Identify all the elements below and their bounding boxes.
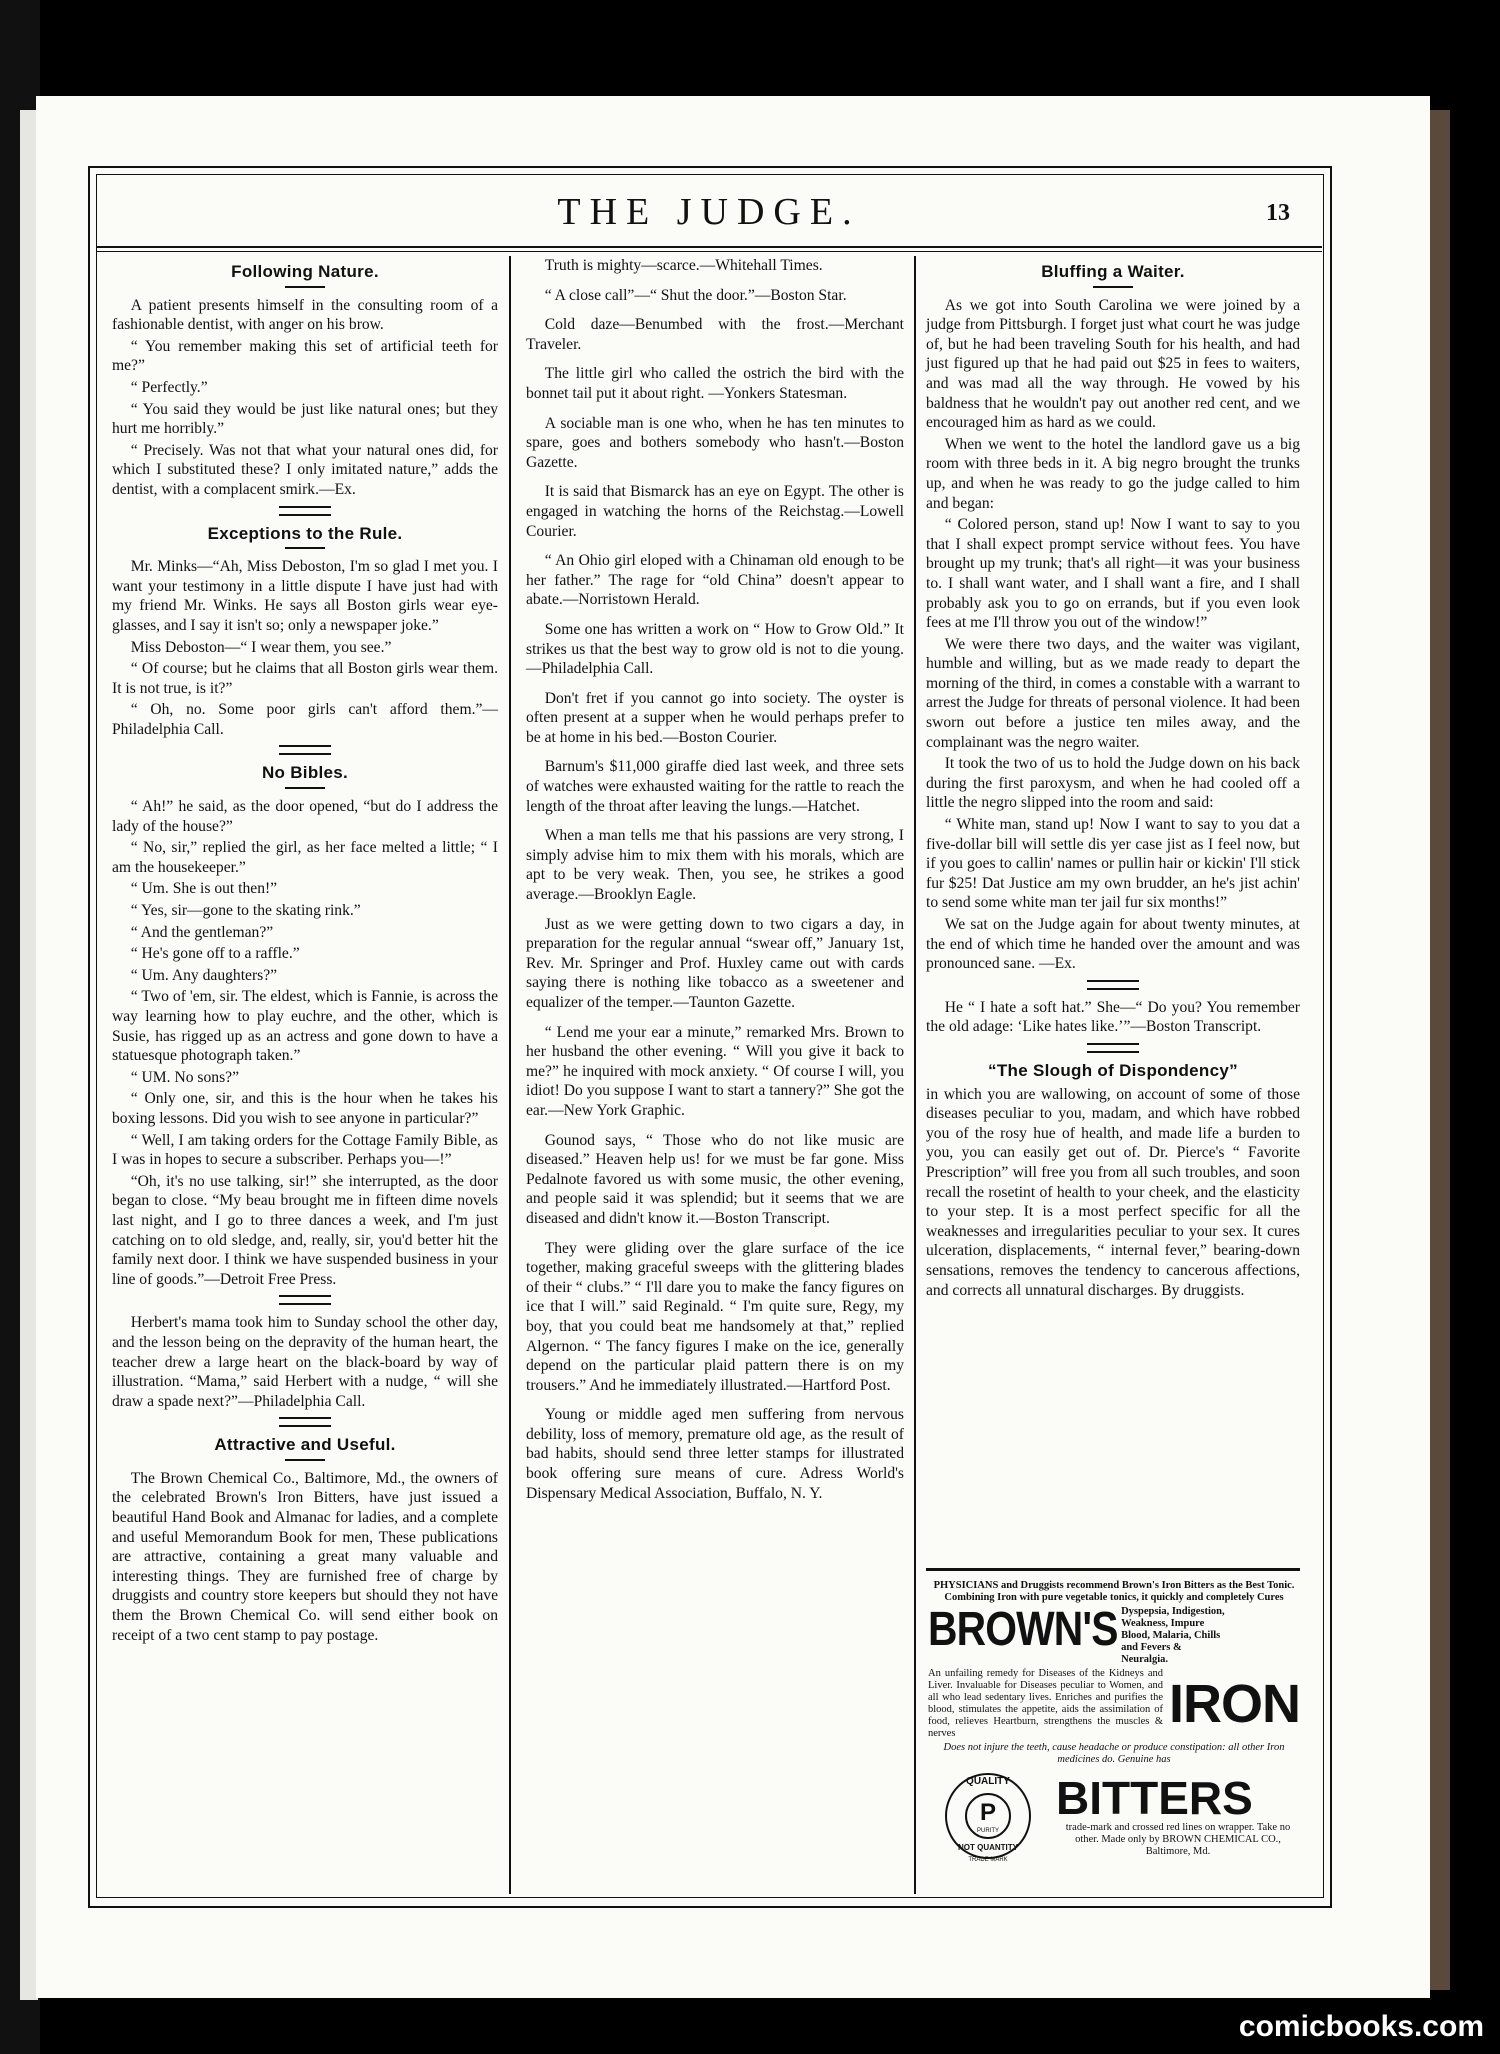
page-number: 13 xyxy=(1266,200,1290,226)
book-edge xyxy=(1430,110,1450,1990)
paragraph: He “ I hate a soft hat.” She—“ Do you? You remember the old adage: ‘Like hates like.’”—Boston Transcript. xyxy=(926,998,1300,1036)
paragraph: As we got into South Carolina we were joined by a judge from Pittsburgh. I forget just what court he was judge of, but he had been traveling South for his health, and had just figured up that he had paid out $25 in fees to waiters, and was mad all the way through. He vowed by his baldness that he wouldn't pay out another red cent, and we encouraged him as hard as we could. xyxy=(926,296,1300,432)
double-rule xyxy=(279,1417,331,1427)
short-rule xyxy=(285,547,325,549)
double-rule xyxy=(279,745,331,755)
double-rule xyxy=(279,1295,331,1305)
masthead-title: THE JUDGE. xyxy=(557,191,861,233)
paragraph: “Oh, it's no use talking, sir!” she interrupted, as the door began to close. “My beau brought me in fifteen dime novels last night, and I go to three dances a week, and I'm just catching on to old sledge, and, really, sir, you'd better hit the family next door. I think we have suspended business in your line of goods.”—Detroit Free Press. xyxy=(112,1172,498,1288)
heading-attractive-useful: Attractive and Useful. xyxy=(214,1435,396,1455)
ad-bitters-block xyxy=(1056,1774,1300,1858)
paragraph: A sociable man is one who, when he has ten minutes to spare, goes and bothers somebody who hasn't.—Boston Gazette. xyxy=(526,414,904,471)
ad-rule xyxy=(926,1568,1300,1571)
paragraph: Miss Deboston—“ I wear them, you see.” xyxy=(130,638,392,656)
seal-top-text: QUALITY xyxy=(966,1776,1010,1787)
ad-intro: PHYSICIANS and Druggists recommend Brown's Iron Bitters as the Best Tonic. Combining Iron with pure vegetable tonics, it quickly and completely Cures xyxy=(933,1580,1295,1603)
seal-bottom-text: NOT QUANTITY xyxy=(958,1843,1018,1852)
ad-footer: trade-mark and crossed red lines on wrapper. Take no other. Made only by BROWN CHEMICAL CO., Baltimore, Md. xyxy=(1065,1822,1291,1857)
seal-mid-text: PURITY xyxy=(976,1828,1000,1834)
paragraph: “ You remember making this set of artificial teeth for me?” xyxy=(112,337,498,375)
paragraph: “ Oh, no. Some poor girls can't afford them.”—Philadelphia Call. xyxy=(112,701,498,738)
short-rule xyxy=(285,787,325,789)
paragraph: A patient presents himself in the consulting room of a fashionable dentist, with anger on his brow. xyxy=(112,296,498,334)
paragraph: “ An Ohio girl eloped with a Chinaman old enough to be her father.” The rage for “old China” doesn't appear to abate.—Norristown Herald. xyxy=(526,552,904,609)
ad-brand-bitters: BITTERS xyxy=(1056,1772,1253,1824)
ad-brand-row xyxy=(928,1603,1300,1666)
paragraph: Some one has written a work on “ How to Grow Old.” It strikes us that the best way to grow old is not to die young.—Philadelphia Call. xyxy=(526,620,904,678)
ad-description: An unfailing remedy for Diseases of the Kidneys and Liver. Invaluable for Diseases peculiar to Women, and all who lead sedentary lives. Enriches and purifies the blood, stimulates the appetite, aids the assimilation of food, relieves Heartburn, strengthens the muscles & nerves xyxy=(928,1668,1163,1739)
paragraph: When a man tells me that his passions are very strong, I simply advise him to mix them with his morals, which are apt to be very weak. Then, you see, he strikes a good average.—Brooklyn Eagle. xyxy=(526,827,904,904)
paragraph: “ You said they would be just like natural ones; but they hurt me horribly.” xyxy=(112,400,498,438)
ad-iron-row xyxy=(928,1668,1300,1740)
paragraph: We sat on the Judge again for about twenty minutes, at the end of which time he handed over the amount and was pronounced sane. —Ex. xyxy=(926,916,1300,973)
paragraph: “ A close call”—“ Shut the door.”—Boston Star. xyxy=(544,286,847,304)
paragraph: “ Colored person, stand up! Now I want to say to you that I shall expect prompt service without fees. You have brought up my trunk; that's all right—it was your business to. I shall want water, and I shall want a fire, and I shall probably ask you to go on errands, but if you even look fees at me I'll throw you out of the window!” xyxy=(926,516,1300,632)
paragraph: Don't fret if you cannot go into society. The oyster is often present at a supper when he would perhaps prefer to be at home in his bed.—Boston Courier. xyxy=(526,689,904,746)
paragraph: “ Well, I am taking orders for the Cottage Family Bible, as I was in hopes to secure a subscriber. Perhaps you—!” xyxy=(112,1131,498,1169)
paragraph: We were there two days, and the waiter was vigilant, humble and willing, but as we made ready to depart the morning of the third, in comes a constable with a warrant to arrest the Judge for threats of personal violence. It had been sworn out before a justice ten miles away, and the complainant was the negro waiter. xyxy=(926,635,1300,751)
paragraph: “ Only one, sir, and this is the hour when he takes his boxing lessons. Did you wish to see anyone in particular?” xyxy=(112,1090,498,1127)
ad-brand-iron: IRON xyxy=(1169,1674,1300,1734)
paragraph: “ He's gone off to a raffle.” xyxy=(130,945,300,963)
paragraph: Just as we were getting down to two cigars a day, in preparation for the regular annual “swear off,” January 1st, Rev. Mr. Springer and Prof. Huxley came out with cards saying there is nothing like tobacco as a sweetener and equalizer of the temper.—Taunton Gazette. xyxy=(526,915,904,1011)
paragraph: Herbert's mama took him to Sunday school the other day, and the lesson being on the depravity of the human heart, the teacher drew a large heart on the black-board by way of illustration. “Mama,” said Herbert with a nudge, “ will she draw a spade next?”—Philadelphia Call. xyxy=(112,1314,498,1410)
double-rule xyxy=(1087,980,1139,990)
paragraph: The Brown Chemical Co., Baltimore, Md., the owners of the celebrated Brown's Iron Bitters, have just issued a beautiful Hand Book and Almanac for ladies, and a complete and useful Memorandum Book for men, These publications are attractive, containing a great many valuable and interesting things. They are furnished free of charge by druggists and country store keepers but should they not have them the Brown Chemical Co. will send either book on receipt of a two cent stamp to pay postage. xyxy=(112,1469,498,1644)
ad-note: Does not injure the teeth, cause headache or produce constipation: all other Iron medicines do. Genuine has xyxy=(943,1742,1285,1765)
heading-bluffing-waiter: Bluffing a Waiter. xyxy=(1041,262,1185,281)
paragraph: Mr. Minks—“Ah, Miss Deboston, I'm so glad I met you. I want your testimony in a little dispute I have just had with my friend Mr. Winks. He says all Boston girls wear eye-glasses, and I say it isn't so; only a newspaper joke.” xyxy=(112,558,498,634)
heading-no-bibles: No Bibles. xyxy=(261,763,349,783)
paragraph: “ Precisely. Was not that what your natural ones did, for which I substituted these? I only imitated nature,” adds the dentist, with a complacent smirk.—Ex. xyxy=(112,441,498,498)
double-rule xyxy=(279,506,331,516)
heading-exceptions: Exceptions to the Rule. xyxy=(207,523,403,543)
watermark: comicbooks.com xyxy=(1238,2010,1484,2043)
paragraph: “ Of course; but he claims that all Boston girls wear them. It is not true, is it?” xyxy=(112,660,498,697)
paragraph: “ Um. Any daughters?” xyxy=(130,966,278,984)
paragraph: It took the two of us to hold the Judge down on his back during the first paroxysm, and when he had cooled off a little the negro slipped into the room and said: xyxy=(926,755,1300,812)
paragraph: “ Two of 'em, sir. The eldest, which is Fannie, is across the way learning how to play euchre, and the other, which is Susie, has rigged up as an actress and gone down to have a statuesque photograph taken.” xyxy=(112,988,498,1065)
column-1 xyxy=(112,256,498,1647)
column-2 xyxy=(526,256,904,1513)
paragraph: Young or middle aged men suffering from nervous debility, loss of memory, premature old age, as the result of bad habits, should send three letter stamps for illustrated book offering sure means of cure. Adress World's Dispensary Medical Association, Buffalo, N. Y. xyxy=(526,1406,904,1502)
ad-conditions: Dyspepsia, Indigestion, Weakness, Impure Blood, Malaria, Chills and Fevers & Neuralgia. xyxy=(1121,1606,1225,1665)
paragraph: “ Perfectly.” xyxy=(130,378,208,396)
column-rule-2 xyxy=(914,256,916,1894)
paragraph: “ UM. No sons?” xyxy=(130,1068,239,1086)
masthead-rule-thin xyxy=(96,251,1322,252)
paragraph: Barnum's $11,000 giraffe died last week, and three sets of watches were exhausted waiting for the rattle to reach the length of the throat after leaving the lungs.—Hatchet. xyxy=(526,758,904,815)
double-rule xyxy=(1087,1043,1139,1053)
paragraph: The little girl who called the ostrich the bird with the bonnet tail put it about right. —Yonkers Statesman. xyxy=(526,365,904,402)
ad-bitters-row xyxy=(928,1768,1300,1864)
paragraph: “ White man, stand up! Now I want to say to you dat a five-dollar bill will settle dis yer case jist as I feel now, but if you goes to callin' names or pullin hair or kickin' I'll stick fur $25! Dat Justice am my own brudder, an he's jist achin' to send some white man ter jail fur six months!” xyxy=(926,816,1300,912)
short-rule xyxy=(1093,286,1133,288)
masthead-rule xyxy=(96,246,1322,248)
paragraph: “ And the gentleman?” xyxy=(130,923,274,941)
ad-brand-browns: BROWN'S xyxy=(928,1603,1118,1656)
paragraph: When we went to the hotel the landlord gave us a big room with three beds in it. A big negro brought the trunks up, and when he was ready to go the judge called to him and began: xyxy=(926,435,1300,512)
short-rule xyxy=(285,286,325,288)
browns-iron-bitters-ad xyxy=(928,1580,1300,1890)
paragraph: It is said that Bismarck has an eye on Egypt. The other is engaged in watching the horns of the Reichstag.—Lowell Courier. xyxy=(526,483,904,540)
heading-following-nature: Following Nature. xyxy=(231,262,379,281)
short-rule xyxy=(285,1459,325,1461)
paragraph: They were gliding over the glare surface of the ice together, making graceful sweeps with the glittering blades of their “ clubs.” “ I'll dare you to make the fancy figures on ice that I will.” said Reginald. “ I'm quite sure, Regy, my boy, that you could beat me handsomely at that,” replied Algernon. “ The fancy figures I make on the ice, generally depend on the particular plaid pattern there is on my trousers.” And he immediately illustrated.—Hartford Post. xyxy=(526,1239,904,1394)
paragraph: Cold daze—Benumbed with the frost.—Merchant Traveler. xyxy=(526,316,904,353)
paragraph: in which you are wallowing, on account of some of those diseases peculiar to you, madam, and which have robbed you of the rosy hue of health, and made life a burden to you, you can easily get out of. Dr. Pierce's “ Favorite Prescription” will free you from all such troubles, and soon recall the rosetint of health to your cheek, and the elasticity to your step. It is a most perfect specific for all the weaknesses and irregularities peculiar to your sex. It cures ulceration, displacements, “ internal fever,” bearing-down sensations, removes the tendency to cancerous affections, and corrects all unnatural discharges. By druggists. xyxy=(926,1085,1300,1299)
seal-letter: P xyxy=(979,1799,997,1826)
paragraph: “ No, sir,” replied the girl, as her face melted a little; “ I am the housekeeper.” xyxy=(112,839,498,876)
paragraph: Truth is mighty—scarce.—Whitehall Times. xyxy=(544,257,823,274)
heading-slough: “The Slough of Dispondency” xyxy=(988,1060,1238,1080)
column-rule-1 xyxy=(509,256,511,1894)
paragraph: “ Lend me your ear a minute,” remarked Mrs. Brown to her husband the other evening. “ Will you give it back to me?” he inquired with mock anxiety. “ Of course I will, you idiot! Do you suppose I want to start a tannery?” She got the ear.—New York Graphic. xyxy=(526,1023,904,1119)
paragraph: “ Yes, sir—gone to the skating rink.” xyxy=(130,902,361,920)
seal-trademark-text: TRADE MARK xyxy=(968,1857,1008,1863)
column-3 xyxy=(926,256,1300,1302)
quality-seal-icon xyxy=(928,1768,1048,1864)
paragraph: “ Um. She is out then!” xyxy=(130,880,278,898)
paragraph: “ Ah!” he said, as the door opened, “but do I address the lady of the house?” xyxy=(112,798,498,835)
paragraph: Gounod says, “ Those who do not like music are diseased.” Heaven help us! for we must be far gone. Miss Pedalnote favored us with some music, the other evening, and people said it was splendid; but it seems that we are diseased and didn't know it.—Boston Transcript. xyxy=(526,1131,904,1227)
